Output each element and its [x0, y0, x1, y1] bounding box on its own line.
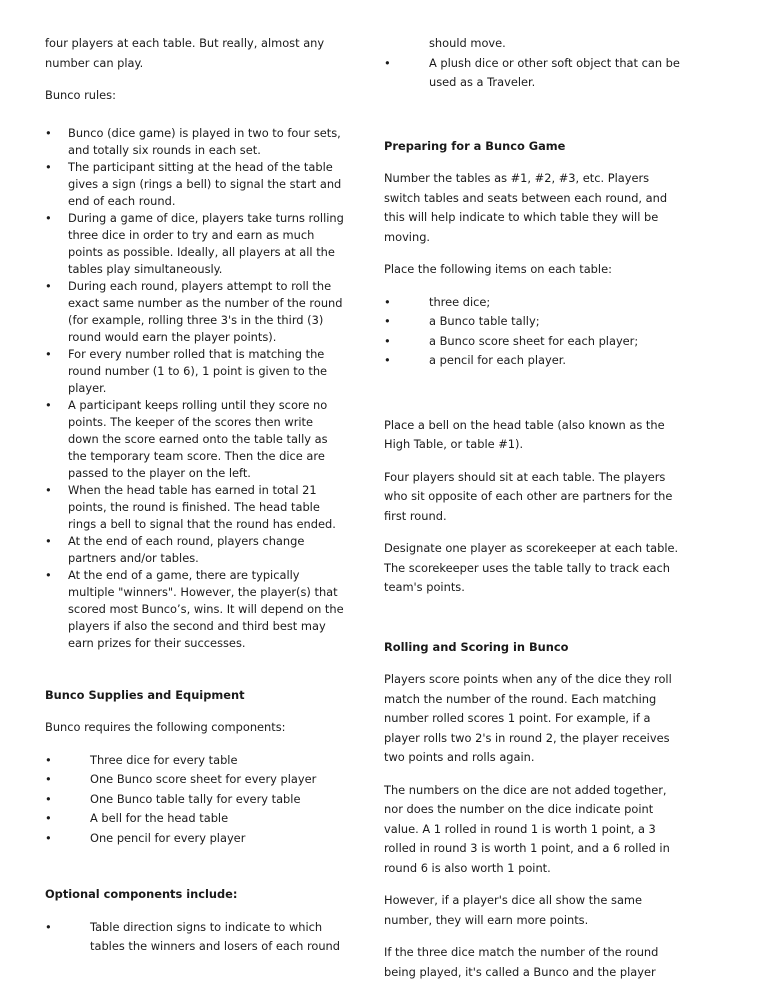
scoring-paragraph-1: Players score points when any of the dice they roll match the number of the round. Each matching number rolled scores 1 point. For example, if a player rolls two 2's in round 2, the player receives two points and rolls again. — [384, 672, 672, 764]
list-item: • A participant keeps rolling until they score no points. The keeper of the scores then write down the score earned onto the table tally as the temporary team score. Then the dice are passed to the player on the left. — [45, 397, 345, 482]
table-items-list — [384, 293, 684, 371]
list-item: • For every number rolled that is matching the round number (1 to 6), 1 point is given to the player. — [45, 346, 345, 397]
scoring-paragraph-2: The numbers on the dice are not added together, nor does the number on the dice indicate point value. A 1 rolled in round 1 is worth 1 point, a 3 rolled in round 3 is worth 1 point, and a 6 rolled in round 6 is also worth 1 point. — [384, 782, 670, 875]
list-item: • a Bunco table tally; — [384, 312, 684, 332]
optional-heading: Optional components include: — [45, 887, 238, 901]
list-item: • a pencil for each player. — [384, 351, 684, 371]
intro-paragraph: four players at each table. But really, almost any number can play. — [45, 36, 325, 70]
prep-paragraph-1: Number the tables as #1, #2, #3, etc. Players switch tables and seats between each round, and this will help indicate to which table they will be moving. — [384, 171, 668, 244]
rules-list — [45, 125, 345, 652]
list-item: • During a game of dice, players take turns rolling three dice in order to try and earn as much points as possible. Ideally, all players at all the tables play simultaneously. — [45, 210, 345, 278]
rules-label: Bunco rules: — [45, 88, 116, 102]
scoring-paragraph-4: If the three dice match the number of the round being played, it's called a Bunco and the player — [384, 945, 659, 979]
list-item: • A bell for the head table — [45, 809, 345, 829]
list-item: • One Bunco table tally for every table — [45, 790, 345, 810]
list-item: • When the head table has earned in total 21 points, the round is finished. The head table rings a bell to signal that the round has ended. — [45, 482, 345, 533]
prep-paragraph-5: Designate one player as scorekeeper at each table. The scorekeeper uses the table tally to track each team's points. — [384, 541, 679, 594]
supplies-heading: Bunco Supplies and Equipment — [45, 687, 245, 702]
prep-paragraph-2: Place the following items on each table: — [384, 262, 612, 276]
list-item: • At the end of each round, players change partners and/or tables. — [45, 533, 345, 567]
right-column — [384, 34, 684, 995]
list-item: • One Bunco score sheet for every player — [45, 770, 345, 790]
optional-list — [45, 918, 345, 957]
list-item: • Three dice for every table — [45, 751, 345, 771]
supplies-list — [45, 751, 345, 849]
prep-heading: Preparing for a Bunco Game — [384, 138, 566, 153]
list-item: • Bunco (dice game) is played in two to four sets, and totally six rounds in each set. — [45, 125, 345, 159]
list-item: • A plush dice or other soft object that can be used as a Traveler. — [384, 54, 684, 93]
optional-continuation: should move. — [429, 36, 506, 50]
list-item: • At the end of a game, there are typically multiple "winners". However, the player(s) that scored most Bunco’s, wins. It will depend on the players if also the second and third best may earn prizes for their successes. — [45, 567, 345, 652]
left-column — [45, 34, 345, 957]
list-item: • One pencil for every player — [45, 829, 345, 849]
prep-paragraph-3: Place a bell on the head table (also known as the High Table, or table #1). — [384, 417, 665, 451]
optional-list-continued — [384, 54, 684, 93]
list-item: • The participant sitting at the head of the table gives a sign (rings a bell) to signal the start and end of each round. — [45, 159, 345, 210]
list-item: • three dice; — [384, 293, 684, 313]
scoring-paragraph-3: However, if a player's dice all show the same number, they will earn more points. — [384, 893, 643, 927]
list-item: • Table direction signs to indicate to which tables the winners and losers of each round — [45, 918, 345, 957]
scoring-heading: Rolling and Scoring in Bunco — [384, 639, 569, 654]
supplies-intro: Bunco requires the following components: — [45, 720, 286, 734]
prep-paragraph-4: Four players should sit at each table. The players who sit opposite of each other are partners for the first round. — [384, 469, 673, 523]
list-item: • a Bunco score sheet for each player; — [384, 332, 684, 352]
list-item: • During each round, players attempt to roll the exact same number as the number of the round (for example, rolling three 3's in the third (3) round would earn the player points). — [45, 278, 345, 346]
